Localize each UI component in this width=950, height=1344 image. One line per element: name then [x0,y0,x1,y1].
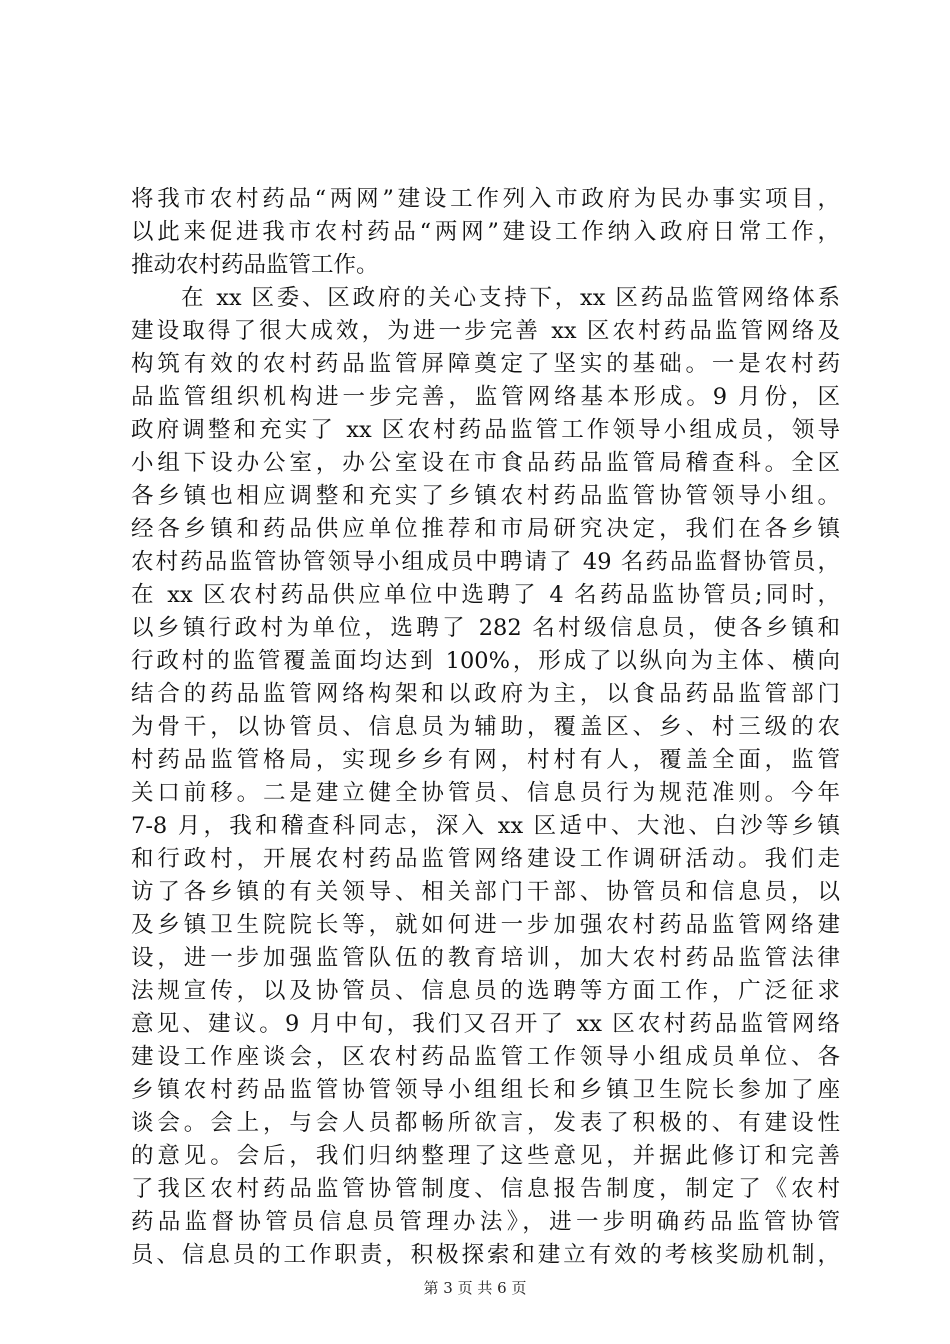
text-line: 设，进一步加强监管队伍的教育培训，加大农村药品监管法律 [131,945,840,971]
text-line: 建设工作座谈会，区农村药品监管工作领导小组成员单位、各 [131,1044,840,1070]
text-line: 农村药品监管协管领导小组成员中聘请了 49 名药品监督协管员， [131,549,840,575]
text-line: 药品监督协管员信息员管理办法》，进一步明确药品监管协管 [131,1209,840,1235]
paragraph-first-line: 在 xx 区委、区政府的关心支持下，xx 区药品监管网络体系 [181,285,840,311]
text-line: 行政村的监管覆盖面均达到 100%，形成了以纵向为主体、横向 [131,648,840,674]
text-line: 品监管组织机构进一步完善，监管网络基本形成。9 月份，区 [131,384,840,410]
text-line: 结合的药品监管网络构架和以政府为主，以食品药品监管部门 [131,681,840,707]
text-line: 谈会。会上，与会人员都畅所欲言，发表了积极的、有建设性 [131,1110,840,1136]
text-line: 的意见。会后，我们归纳整理了这些意见，并据此修订和完善 [131,1143,840,1169]
text-line: 乡镇农村药品监管协管领导小组组长和乡镇卫生院长参加了座 [131,1077,840,1103]
text-line: 员、信息员的工作职责，积极探索和建立有效的考核奖励机制， [131,1242,840,1268]
text-line: 及乡镇卫生院院长等，就如何进一步加强农村药品监管网络建 [131,912,840,938]
text-line: 和行政村，开展农村药品监管网络建设工作调研活动。我们走 [131,846,840,872]
text-line: 以此来促进我市农村药品“两网”建设工作纳入政府日常工作， [131,219,840,245]
text-line: 法规宣传，以及协管员、信息员的选聘等方面工作，广泛征求 [131,978,840,1004]
text-line: 7-8 月，我和稽查科同志，深入 xx 区适中、大池、白沙等乡镇 [131,813,840,839]
text-line: 将我市农村药品“两网”建设工作列入市政府为民办事实项目， [131,186,840,212]
text-line: 以乡镇行政村为单位，选聘了 282 名村级信息员，使各乡镇和 [131,615,840,641]
text-line: 各乡镇也相应调整和充实了乡镇农村药品监管协管领导小组。 [131,483,840,509]
text-line: 构筑有效的农村药品监管屏障奠定了坚实的基础。一是农村药 [131,351,840,377]
text-line: 为骨干，以协管员、信息员为辅助，覆盖区、乡、村三级的农 [131,714,840,740]
text-line: 关口前移。二是建立健全协管员、信息员行为规范准则。今年 [131,780,840,806]
text-line: 小组下设办公室，办公室设在市食品药品监管局稽查科。全区 [131,450,840,476]
text-line: 了我区农村药品监管协管制度、信息报告制度，制定了《农村 [131,1176,840,1202]
text-line: 政府调整和充实了 xx 区农村药品监管工作领导小组成员，领导 [131,417,840,443]
text-line: 村药品监管格局，实现乡乡有网，村村有人，覆盖全面，监管 [131,747,840,773]
text-line: 推动农村药品监管工作。 [131,252,379,278]
text-line: 建设取得了很大成效，为进一步完善 xx 区农村药品监管网络及 [131,318,840,344]
text-line: 经各乡镇和药品供应单位推荐和市局研究决定，我们在各乡镇 [131,516,840,542]
page-number-footer: 第 3 页 共 6 页 [423,1279,527,1297]
text-line: 意见、建议。9 月中旬，我们又召开了 xx 区农村药品监管网络 [131,1011,840,1037]
text-line: 访了各乡镇的有关领导、相关部门干部、协管员和信息员，以 [131,879,840,905]
text-line: 在 xx 区农村药品供应单位中选聘了 4 名药品监协管员;同时， [131,582,840,608]
